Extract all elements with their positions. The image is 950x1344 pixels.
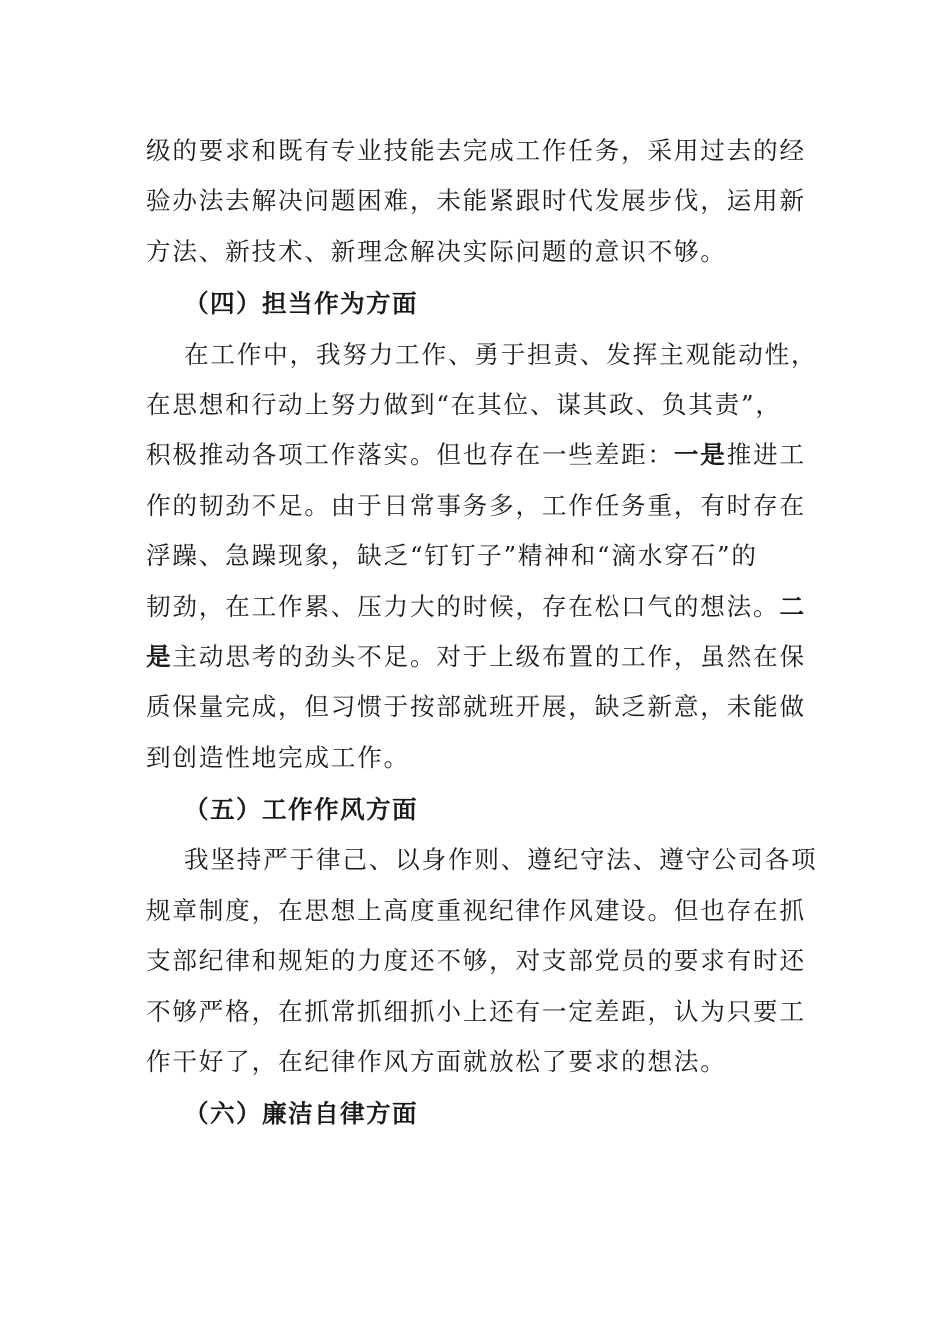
emphasis-second-cont: 是 (146, 641, 173, 671)
paragraph-line: 质保量完成，但习惯于按部就班开展，缺乏新意，未能做 (146, 692, 806, 722)
paragraph-line: 级的要求和既有专业技能去完成工作任务，采用过去的经 (146, 136, 806, 165)
emphasis-second: 二 (779, 591, 806, 621)
paragraph-line: 支部纪律和规矩的力度还不够，对支部党员的要求有时还 (146, 946, 806, 976)
text-run: 推进工 (726, 440, 806, 470)
section-heading-4: （四）担当作为方面 (184, 289, 418, 319)
text-run: 韧劲，在工作累、压力大的时候，存在松口气的想法。 (146, 591, 780, 621)
text-run: 积极推动各项工作落实。但也存在一些差距： (146, 440, 674, 470)
paragraph-line: 浮躁、急躁现象，缺乏“钉钉子”精神和“滴水穿石”的 (146, 541, 758, 571)
paragraph-line: 在思想和行动上努力做到“在其位、谋其政、负其责”， (146, 389, 782, 419)
paragraph-line: 在工作中，我努力工作、勇于担责、发挥主观能动性， (184, 339, 818, 369)
paragraph-line: 规章制度，在思想上高度重视纪律作风建设。但也存在抓 (146, 895, 806, 925)
paragraph-line: 方法、新技术、新理念解决实际问题的意识不够。 (146, 236, 727, 266)
paragraph-line (146, 430, 806, 480)
paragraph-line: 验办法去解决问题困难，未能紧跟时代发展步伐，运用新 (146, 186, 806, 216)
paragraph-line: 不够严格，在抓常抓细抓小上还有一定差距，认为只要工 (146, 996, 806, 1026)
emphasis-first: 一是 (673, 440, 727, 470)
text-run: 主动思考的劲头不足。对于上级布置的工作，虽然在保 (172, 641, 806, 671)
paragraph-line (146, 632, 806, 682)
section-heading-5: （五）工作作风方面 (184, 795, 418, 825)
section-heading-6: （六）廉洁自律方面 (184, 1099, 418, 1129)
paragraph-line: 作的韧劲不足。由于日常事务多，工作任务重，有时存在 (146, 490, 806, 520)
paragraph-line: 到创造性地完成工作。 (146, 742, 410, 772)
document-body (146, 126, 818, 1140)
paragraph-line: 作干好了，在纪律作风方面就放松了要求的想法。 (146, 1047, 727, 1077)
paragraph-line (146, 582, 806, 632)
paragraph-line: 我坚持严于律己、以身作则、遵纪守法、遵守公司各项 (184, 845, 818, 875)
